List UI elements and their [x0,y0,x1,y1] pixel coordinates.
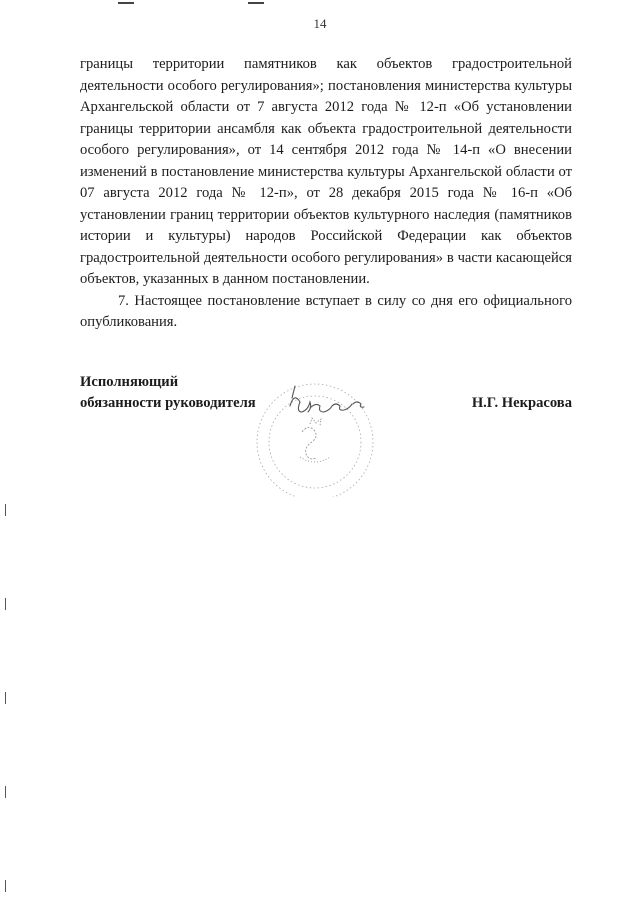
signature-block [80,372,572,502]
scan-mark [5,786,6,798]
scan-margin-marks [0,0,10,905]
scan-mark [5,880,6,892]
scan-top-marks [0,0,640,8]
signatory-name: Н.Г. Некрасова [471,395,572,411]
paragraph-7: 7. Настоящее постановление вступает в силу со дня его официального опубликования. [80,292,572,330]
signatory-title-line2: обязанности руководителя [80,395,256,411]
scan-mark [5,598,6,610]
signatory-title-line1: Исполняющий [80,374,179,390]
page-number: 14 [313,16,327,31]
scan-mark [248,2,264,4]
scan-mark [5,692,6,704]
scan-mark [5,504,6,516]
document-body [80,54,572,334]
paragraph-continuation: границы территории памятников как объектов градостроительной деятельности особого регулирования»; постановления министерства культуры Архангельской области от 7 августа 2012 года № 12-п «Об установлении границы территории ансамбля как объекта градостроительной деятельности особого регулирования», от 14 сентября 2012 года № 14-п «О внесении изменений в постановление министерства культуры Архангельской области от 07 августа 2012 года № 12-п», от 28 декабря 2015 года № 16-п «Об установлении границ территории объектов культурного наследия (памятников истории и культуры) народов Российской Федерации как объектов градостроительной деятельности особого регулирования» в части касающейся объектов, указанных в данном постановлении. [80,56,572,287]
official-seal-stamp [230,372,430,497]
scan-mark [118,2,134,4]
